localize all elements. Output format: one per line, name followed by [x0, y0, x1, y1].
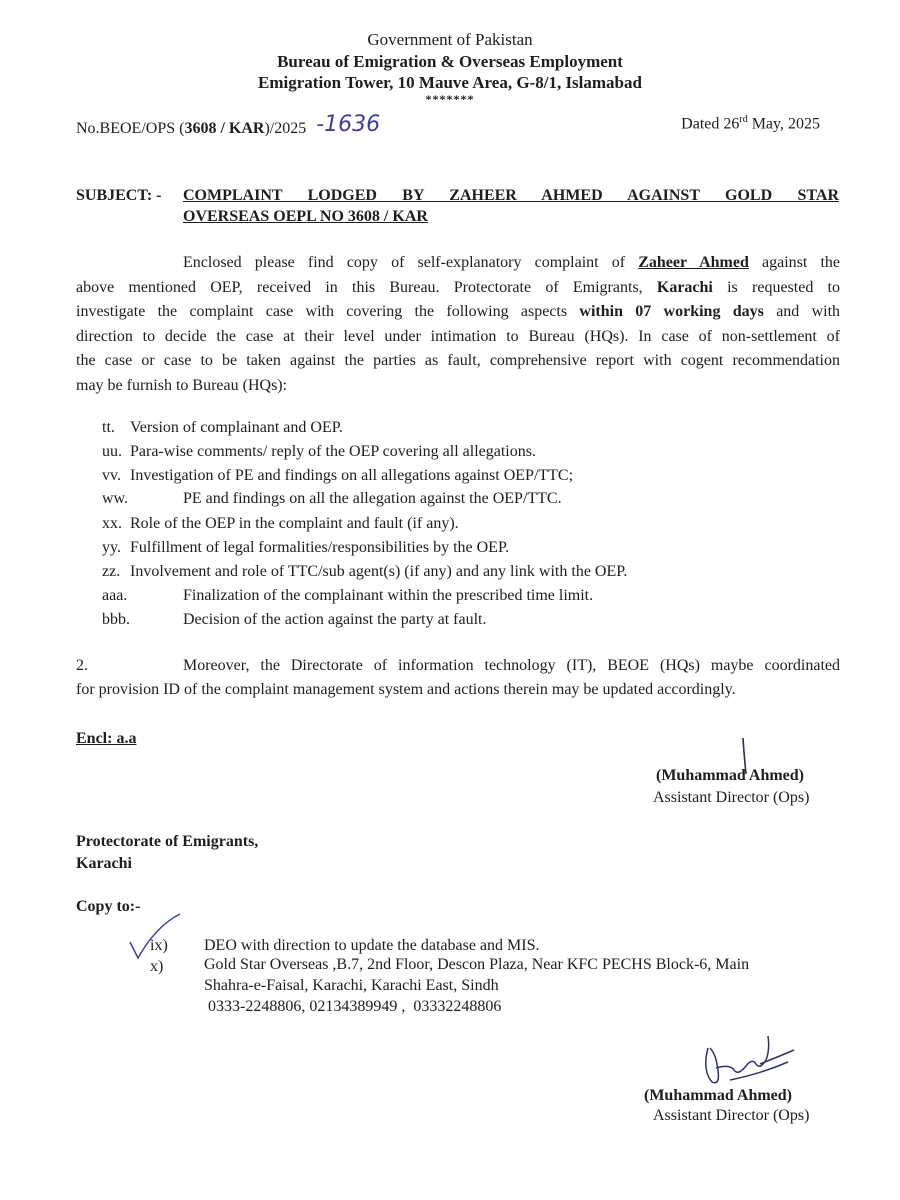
signatory-2-title: Assistant Director (Ops) — [653, 1107, 810, 1124]
copy-item-ix-num: ix) — [150, 937, 168, 954]
reference-suffix: )/2025 — [264, 120, 307, 137]
aspect-xx-num: xx. — [102, 515, 122, 532]
complainant-name: Zaheer Ahmed — [638, 254, 749, 271]
paragraph-1 — [76, 251, 840, 398]
paragraph-1-line-1 — [76, 251, 840, 276]
aspect-ww-num: ww. — [102, 490, 129, 507]
copy-item-ix-text: DEO with direction to update the database and MIS. — [204, 937, 540, 954]
handwritten-signature — [690, 1030, 800, 1090]
aspect-yy-num: yy. — [102, 539, 121, 556]
copy-item-x-line-2: Shahra-e-Faisal, Karachi, Karachi East, Sindh — [204, 977, 499, 994]
subject-label: SUBJECT: - — [76, 187, 162, 204]
copy-to-label: Copy to:- — [76, 898, 141, 915]
signatory-1-name: (Muhammad Ahmed) — [656, 767, 805, 784]
aspect-xx-text: Role of the OEP in the complaint and fault (if any). — [130, 515, 459, 532]
signatory-1-title: Assistant Director (Ops) — [653, 789, 810, 806]
aspect-uu-num: uu. — [102, 443, 122, 460]
aspect-vv-num: vv. — [102, 467, 121, 484]
p1-deadline: within 07 working days — [579, 303, 764, 320]
reference-bold: 3608 / KAR — [184, 120, 265, 137]
header-government: Government of Pakistan — [367, 30, 533, 49]
aspect-yy-text: Fulfillment of legal formalities/responsibilities by the OEP. — [130, 539, 510, 556]
paragraph-2-number: 2. — [76, 657, 88, 674]
p1-l3-text-b: and with — [776, 303, 841, 320]
aspect-uu-text: Para-wise comments/ reply of the OEP covering all allegations. — [130, 443, 536, 460]
date-superscript: rd — [739, 114, 748, 125]
signatory-2-name: (Muhammad Ahmed) — [644, 1087, 793, 1104]
aspect-tt-num: tt. — [102, 419, 115, 436]
addressee-line-2: Karachi — [76, 855, 132, 872]
aspect-zz-num: zz. — [102, 563, 121, 580]
enclosure-note: Encl: a.a — [76, 730, 137, 747]
letter-date — [681, 114, 820, 133]
paragraph-1-line-6: may be furnish to Bureau (HQs): — [76, 376, 288, 394]
p1-karachi: Karachi — [656, 278, 713, 296]
paragraph-1-line-3 — [76, 300, 840, 325]
paragraph-1-line-4: direction to decide the case at their level under intimation to Bureau (HQs). In case of non-settlement of — [76, 327, 840, 345]
reference-prefix: No.BEOE/OPS ( — [76, 120, 185, 137]
header-address: Emigration Tower, 10 Mauve Area, G-8/1, Islamabad — [258, 73, 642, 92]
header-stars: ******* — [425, 92, 475, 106]
aspect-ww-text: PE and findings on all the allegation against the OEP/TTC. — [183, 490, 562, 507]
aspect-aaa-num: aaa. — [102, 587, 128, 604]
paragraph-2-line-1: Moreover, the Directorate of information technology (IT), BEOE (HQs) maybe coordinated — [183, 657, 840, 674]
reference-number — [76, 114, 380, 139]
aspect-bbb-num: bbb. — [102, 611, 130, 628]
paragraph-1-line-2 — [76, 276, 840, 301]
addressee-line-1: Protectorate of Emigrants, — [76, 833, 259, 850]
aspect-tt-text: Version of complainant and OEP. — [130, 419, 343, 436]
paragraph-1-line-5: the case or case to be taken against the parties as fault, comprehensive report with cogent recommendation — [76, 352, 840, 369]
subject-line-1: COMPLAINT LODGED BY ZAHEER AHMED AGAINST GOLD STAR — [183, 187, 839, 204]
aspect-bbb-text: Decision of the action against the party at fault. — [183, 611, 487, 628]
p1-l2-text-a: above mentioned OEP, received in this Bureau. Protectorate of Emigrants, — [76, 278, 643, 296]
subject-line-2: OVERSEAS OEPL NO 3608 / KAR — [183, 208, 428, 225]
copy-item-x-num: x) — [150, 958, 164, 975]
aspect-aaa-text: Finalization of the complainant within the prescribed time limit. — [183, 587, 594, 604]
paragraph-2-line-2: for provision ID of the complaint management system and actions therein may be updated accordingly. — [76, 681, 736, 698]
handwritten-diary-number: -1636 — [316, 112, 381, 137]
copy-item-x-line-1: Gold Star Overseas ,B.7, 2nd Floor, Descon Plaza, Near KFC PECHS Block-6, Main — [204, 956, 750, 973]
p1-text-a: Enclosed please find copy of self-explanatory complaint of — [183, 254, 626, 271]
aspect-zz-text: Involvement and role of TTC/sub agent(s) (if any) and any link with the OEP. — [130, 563, 628, 580]
date-suffix: May, 2025 — [747, 115, 820, 133]
p1-l2-text-b: is requested to — [727, 278, 840, 296]
copy-item-x-phones: 0333-2248806, 02134389949 , 03332248806 — [204, 998, 502, 1015]
p1-text-b: against the — [761, 254, 840, 271]
header-bureau: Bureau of Emigration & Overseas Employment — [277, 52, 623, 71]
date-prefix: Dated 26 — [681, 115, 740, 133]
aspect-vv-text: Investigation of PE and findings on all allegations against OEP/TTC; — [130, 467, 574, 484]
p1-l3-text-a: investigate the complaint case with covering the following aspects — [76, 303, 568, 320]
